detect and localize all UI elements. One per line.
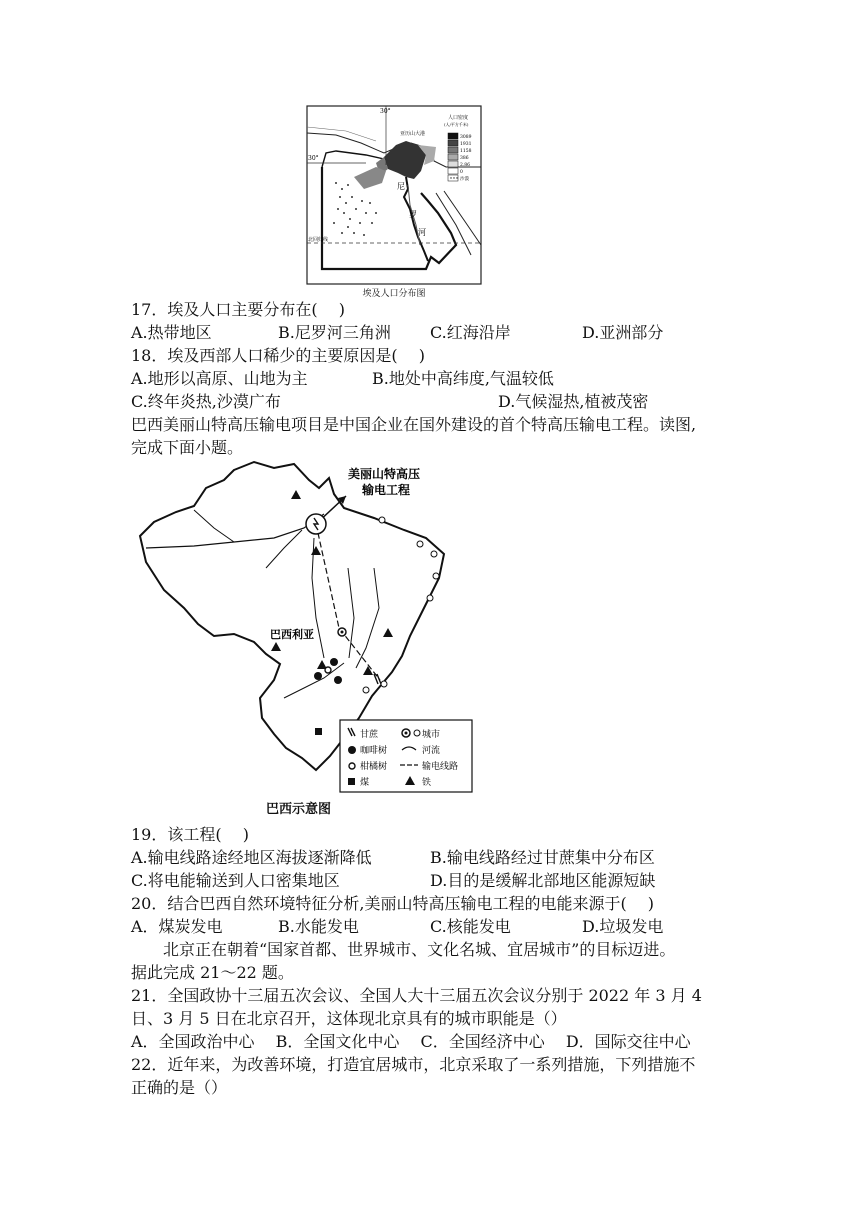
egypt-tropic-label: 北回归线: [308, 237, 329, 243]
legend-city: 城市: [422, 730, 441, 740]
legend-transmission-line: 输电线路: [422, 762, 459, 772]
brazil-map: [134, 458, 484, 820]
q18-stem: 18．埃及西部人口稀少的主要原因是( ): [131, 346, 425, 365]
egypt-population-map: [306, 105, 482, 301]
q18-option-d: D.气候湿热,植被茂密: [498, 392, 649, 411]
q18-option-c: C.终年炎热,沙漠广布: [131, 392, 281, 411]
brazil-map-caption: 巴西示意图: [266, 802, 332, 817]
legend-iron: 铁: [422, 778, 432, 788]
egypt-river-label-2: 罗: [409, 210, 417, 219]
q22-stem-line-2: 正确的是（）: [131, 1078, 228, 1097]
brazil-project-label-1: 美丽山特高压: [348, 467, 421, 481]
q17-stem: 17．埃及人口主要分布在( ): [131, 300, 345, 319]
q17-option-b: B.尼罗河三角洲: [278, 323, 391, 342]
q20-stem: 20．结合巴西自然环境特征分析,美丽山特高压输电工程的电能来源于( ): [131, 894, 655, 913]
q19-option-c: C.将电能输送到人口密集地区: [131, 871, 340, 890]
q19-option-b: B.输电线路经过甘蔗集中分布区: [430, 848, 655, 867]
q17-option-c: C.红海沿岸: [430, 323, 511, 342]
legend-river: 河流: [422, 746, 441, 756]
egypt-legend-unit: (人/平方千米): [444, 122, 469, 127]
q22-stem-line-1: 22．近年来，为改善环境，打造宜居城市，北京采取了一系列措施，下列措施不: [131, 1055, 696, 1074]
brazil-intro-line-2: 完成下面小题。: [131, 438, 244, 457]
brazil-map-graphic: [134, 458, 484, 798]
brazil-capital-label: 巴西利亚: [270, 628, 314, 641]
q20-option-c: C.核能发电: [430, 917, 511, 936]
egypt-river-label-1: 尼: [397, 182, 405, 191]
q20-option-a: A．煤炭发电: [131, 917, 223, 936]
egypt-legend-value: 1158: [460, 149, 472, 154]
egypt-river-label-3: 河: [418, 228, 426, 237]
q18-option-b: B.地处中高纬度,气温较低: [372, 369, 554, 388]
egypt-legend-value: 1931: [460, 142, 472, 147]
egypt-legend-value: 386: [460, 156, 469, 161]
beijing-intro-line-1: 北京正在朝着“国家首都、世界城市、文化名城、宜居城市”的目标迈进。: [131, 940, 676, 959]
egypt-legend-value: 3089: [460, 135, 472, 140]
q17-option-d: D.亚洲部分: [582, 323, 664, 342]
egypt-legend-value: 2.86: [460, 163, 471, 168]
egypt-lat-label: 30°: [380, 108, 391, 115]
egypt-map-caption: 埃及人口分布图: [362, 289, 426, 299]
egypt-lon-label: 30°: [308, 155, 319, 162]
q19-stem: 19．该工程( ): [131, 825, 249, 844]
brazil-project-label-2: 输电工程: [362, 483, 411, 497]
q21-stem-line-2: 日、3 月 5 日在北京召开，这体现北京具有的城市职能是（）: [131, 1009, 567, 1028]
egypt-legend-title: 人口密度: [448, 115, 469, 121]
beijing-intro-line-2: 据此完成 21～22 题。: [131, 963, 294, 982]
brazil-intro-line-1: 巴西美丽山特高压输电项目是中国企业在国外建设的首个特高压输电工程。读图,: [131, 415, 697, 434]
egypt-legend-value: 0: [460, 170, 463, 175]
q21-stem-line-1: 21．全国政协十三届五次会议、全国人大十三届五次会议分别于 2022 年 3 月 4: [131, 986, 702, 1005]
legend-coal: 煤: [360, 778, 370, 788]
q21-options: A．全国政治中心 B．全国文化中心 C．全国经济中心 D．国际交往中心: [131, 1032, 691, 1051]
egypt-map-graphic: [306, 105, 482, 301]
legend-coffee: 咖啡树: [360, 746, 388, 756]
q19-option-d: D.目的是缓解北部地区能源短缺: [430, 871, 656, 890]
egypt-legend-desert: 沙漠: [460, 177, 469, 182]
legend-sugarcane: 甘蔗: [360, 730, 379, 740]
q18-option-a: A.地形以高原、山地为主: [131, 369, 308, 388]
egypt-city-label: 亚历山大港: [400, 131, 426, 137]
q20-option-b: B.水能发电: [278, 917, 359, 936]
q20-option-d: D.垃圾发电: [582, 917, 664, 936]
q17-option-a: A.热带地区: [131, 323, 212, 342]
q19-option-a: A.输电线路途经地区海拔逐渐降低: [131, 848, 372, 867]
legend-citrus: 柑橘树: [360, 762, 388, 772]
